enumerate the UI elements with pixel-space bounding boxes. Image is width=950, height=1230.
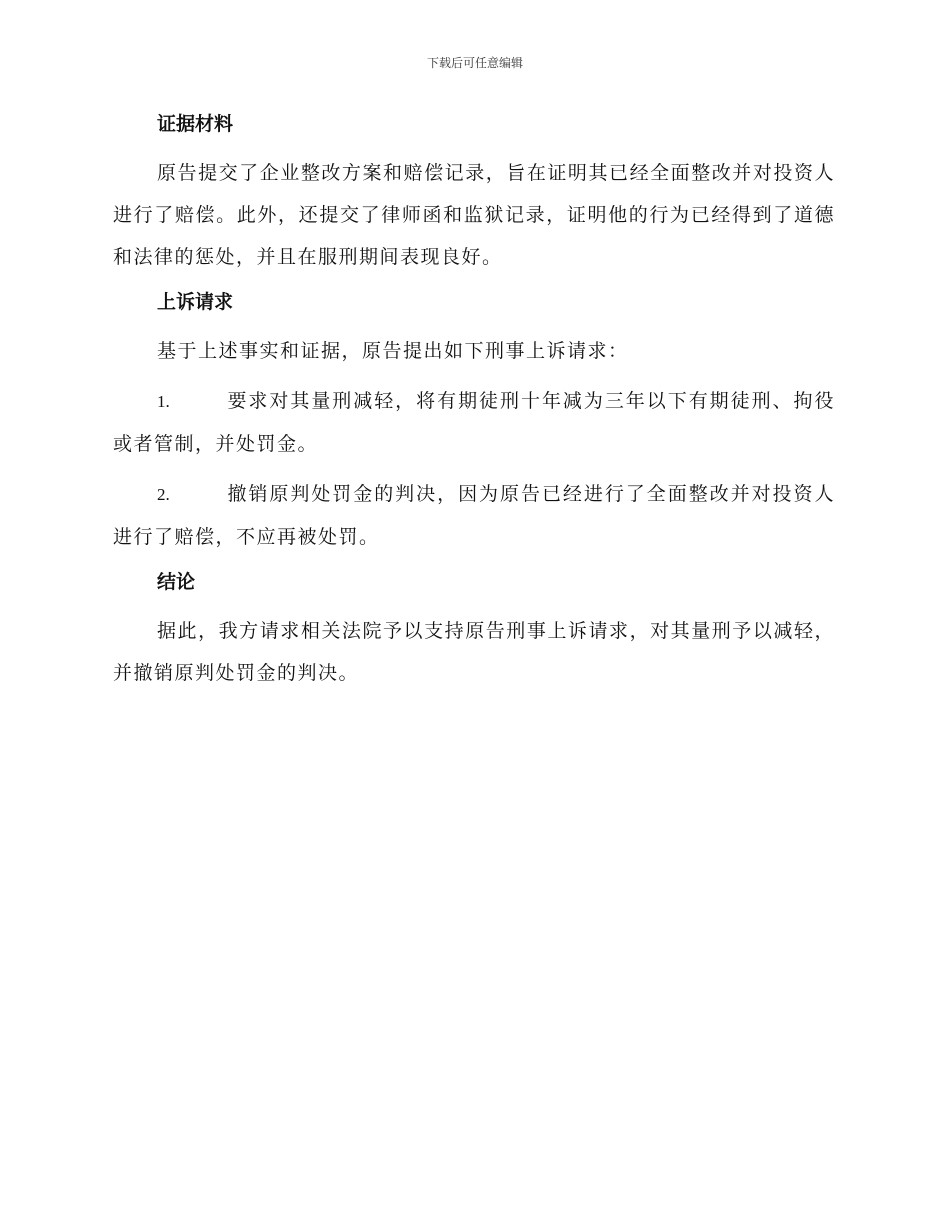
appeal-item-text: 要求对其量刑减轻，将有期徒刑十年减为三年以下有期徒刑、拘役或者管制，并处罚金。 <box>113 390 835 455</box>
evidence-paragraph: 原告提交了企业整改方案和赔偿记录，旨在证明其已经全面整改并对投资人进行了赔偿。此外，还提交了律师函和监狱记录，证明他的行为已经得到了道德和法律的惩处，并且在服刑期间表现良好。 <box>113 162 835 268</box>
appeal-intro-paragraph: 基于上述事实和证据，原告提出如下刑事上诉请求： <box>157 340 629 362</box>
appeal-item-number: 2. <box>157 485 170 504</box>
appeal-item <box>113 380 835 465</box>
document-body <box>113 108 835 702</box>
appeal-item <box>113 473 835 558</box>
page-header-note: 下载后可任意编辑 <box>426 56 523 70</box>
section-heading-conclusion: 结论 <box>157 571 196 593</box>
section-heading-evidence: 证据材料 <box>157 113 234 135</box>
section-heading-appeal: 上诉请求 <box>157 291 234 313</box>
conclusion-paragraph: 据此，我方请求相关法院予以支持原告刑事上诉请求，对其量刑予以减轻，并撤销原判处罚金的判决。 <box>113 620 835 684</box>
appeal-item-number: 1. <box>157 392 170 411</box>
appeal-item-text: 撤销原判处罚金的判决，因为原告已经进行了全面整改并对投资人进行了赔偿，不应再被处罚。 <box>113 483 835 548</box>
